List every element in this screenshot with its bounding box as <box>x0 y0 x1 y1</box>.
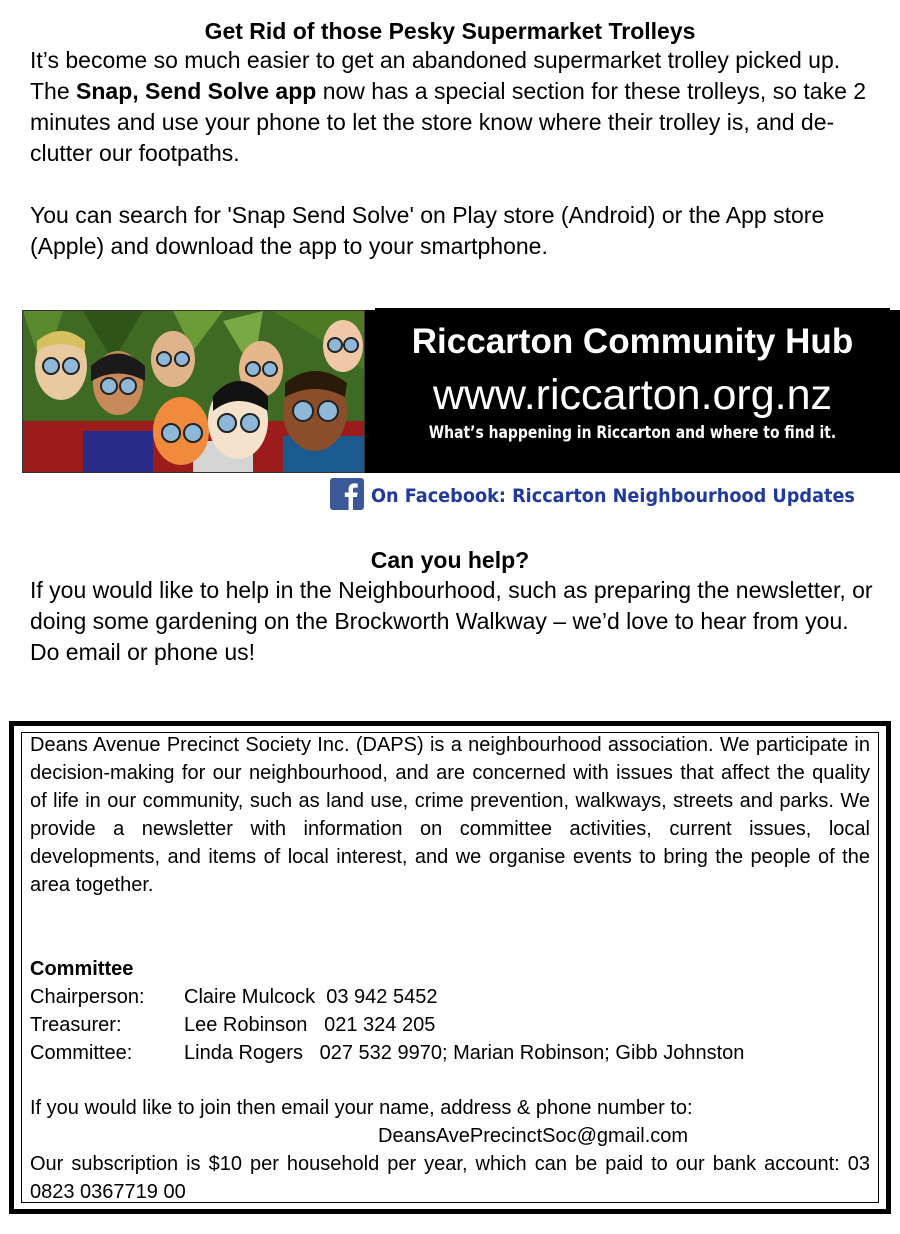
committee-role: Chairperson: <box>30 986 145 1008</box>
facebook-link[interactable] <box>330 478 890 510</box>
committee-detail: Claire Mulcock 03 942 5452 <box>184 986 438 1008</box>
app-name: Snap, Send Solve app <box>76 78 317 104</box>
hub-banner <box>365 310 900 473</box>
help-paragraph: If you would like to help in the Neighbourhood, such as preparing the newsletter, or doing some gardening on the Brockworth Walkway – we’d love to hear from you. Do email or phone us! <box>30 577 873 665</box>
committee-detail: Lee Robinson 021 324 205 <box>184 1014 436 1036</box>
trolley-text-end: now has a special section for these trolleys, so take 2 minutes and use your phone to let the store know where their trolley is, and de-clutter our footpaths. <box>30 78 867 166</box>
help-heading: Can you help? <box>370 547 530 573</box>
committee-role: Treasurer: <box>30 1014 122 1036</box>
trolley-text-start: It’s become so much easier to get an abandoned supermarket trolley picked up. The <box>30 47 841 104</box>
hub-tagline: What’s happening in Riccarton and where to find it. <box>428 423 837 443</box>
hub-title: Riccarton Community Hub <box>411 322 854 361</box>
trolley-heading: Get Rid of those Pesky Supermarket Trolleys <box>204 18 696 44</box>
facebook-icon <box>330 478 364 510</box>
committee-detail: Linda Rogers 027 532 9970; Marian Robinson; Gibb Johnston <box>184 1042 745 1064</box>
join-instructions: If you would like to join then email your name, address & phone number to: <box>30 1097 693 1119</box>
community-illustration <box>22 310 365 473</box>
trolley-paragraph-1 <box>30 45 880 169</box>
subscription-info: Our subscription is $10 per household per year, which can be paid to our bank account: 03 0823 0367719 00 <box>30 1153 870 1203</box>
committee-role: Committee: <box>30 1042 133 1064</box>
hub-url-link[interactable]: www.riccarton.org.nz <box>432 371 833 419</box>
committee-heading: Committee <box>30 958 134 980</box>
daps-intro: Deans Avenue Precinct Society Inc. (DAPS) is a neighbourhood association. We participate in decision-making for our neighbourhood, and are concerned with issues that affect the quality of life in our community, such as land use, crime prevention, walkways, streets and parks. We provide a newsletter with information on committee activities, current issues, local developments, and items of local interest, and we organise events to bring the people of the area together. <box>30 734 870 896</box>
trolley-paragraph-2: You can search for 'Snap Send Solve' on Play store (Android) or the App store (Apple) and download the app to your smartphone. <box>30 202 825 259</box>
facebook-label: On Facebook: Riccarton Neighbourhood Updates <box>371 485 855 507</box>
contact-email-link[interactable]: DeansAvePrecinctSoc@gmail.com <box>378 1125 689 1147</box>
